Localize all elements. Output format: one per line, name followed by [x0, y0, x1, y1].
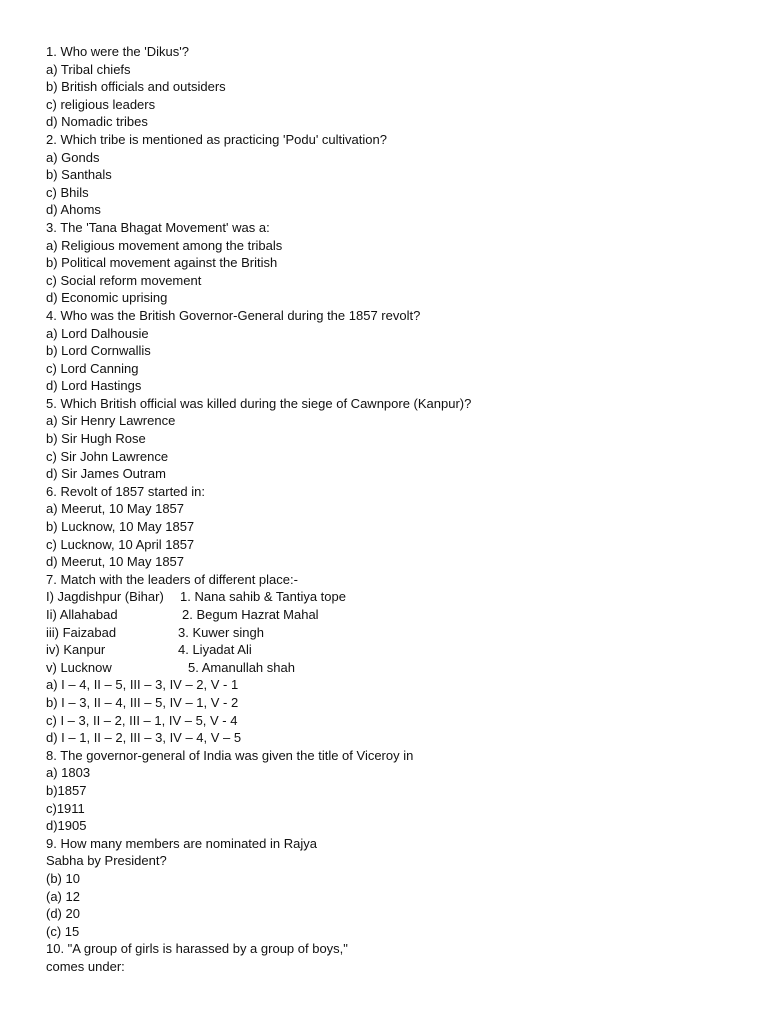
- match-left: I) Jagdishpur (Bihar): [46, 589, 164, 605]
- option-a: a) Religious movement among the tribals: [46, 237, 283, 253]
- option-a: a) Lord Dalhousie: [46, 325, 149, 341]
- question-text-continued: Sabha by President?: [46, 853, 167, 869]
- option-b: b) Political movement against the British: [46, 255, 278, 271]
- question-3: [46, 219, 746, 307]
- question-text: 5. Which British official was killed during the siege of Cawnpore (Kanpur)?: [46, 395, 472, 411]
- option-c: c) Lord Canning: [46, 360, 139, 376]
- question-text: 6. Revolt of 1857 started in:: [46, 483, 205, 499]
- option-a: a) Sir Henry Lawrence: [46, 413, 176, 429]
- match-row: [46, 624, 746, 642]
- match-right: 1. Nana sahib & Tantiya tope: [180, 589, 346, 605]
- option-c: c) I – 3, II – 2, III – 1, IV – 5, V - 4: [46, 712, 238, 728]
- question-text: 10. "A group of girls is harassed by a group of boys,": [46, 941, 348, 957]
- match-row: [46, 659, 746, 677]
- question-6: [46, 483, 746, 571]
- option-d: d) Ahoms: [46, 202, 101, 218]
- match-row: [46, 588, 746, 606]
- option-b: b) Sir Hugh Rose: [46, 431, 146, 447]
- option-c: c) Bhils: [46, 184, 89, 200]
- option-d: d) Sir James Outram: [46, 466, 166, 482]
- option-b: b) I – 3, II – 4, III – 5, IV – 1, V - 2: [46, 694, 239, 710]
- question-10: [46, 940, 746, 975]
- match-row: [46, 606, 746, 624]
- match-row: [46, 641, 746, 659]
- option-d: d) Nomadic tribes: [46, 114, 148, 130]
- question-2: [46, 131, 746, 219]
- option-d: d) Meerut, 10 May 1857: [46, 554, 185, 570]
- question-text: 3. The 'Tana Bhagat Movement' was a:: [46, 219, 270, 235]
- question-text: 7. Match with the leaders of different place:-: [46, 571, 298, 587]
- option-c: c)1911: [46, 800, 85, 816]
- option-a: a) 1803: [46, 765, 91, 781]
- option-a: a) Meerut, 10 May 1857: [46, 501, 185, 517]
- option-b: b) Santhals: [46, 167, 112, 183]
- option-b: b) British officials and outsiders: [46, 79, 226, 95]
- question-sheet: [46, 43, 746, 975]
- match-left: v) Lucknow: [46, 659, 112, 675]
- question-text: 1. Who were the 'Dikus'?: [46, 44, 189, 59]
- option-d: d) Economic uprising: [46, 290, 168, 306]
- option-b: b) Lucknow, 10 May 1857: [46, 519, 195, 535]
- question-1: [46, 43, 746, 131]
- question-5: [46, 395, 746, 483]
- option-c: c) religious leaders: [46, 96, 156, 112]
- option-b: (b) 10: [46, 870, 80, 886]
- question-8: [46, 747, 746, 835]
- question-text: 4. Who was the British Governor-General during the 1857 revolt?: [46, 307, 421, 323]
- question-4: [46, 307, 746, 395]
- match-right: 2. Begum Hazrat Mahal: [182, 607, 319, 622]
- option-b: b) Lord Cornwallis: [46, 343, 151, 359]
- option-a: (a) 12: [46, 888, 80, 904]
- option-b: b)1857: [46, 782, 87, 798]
- question-7: [46, 571, 746, 747]
- option-c: (c) 15: [46, 923, 80, 939]
- option-a: a) Tribal chiefs: [46, 61, 131, 77]
- question-text-continued: comes under:: [46, 958, 125, 974]
- option-c: c) Social reform movement: [46, 272, 202, 288]
- option-d: (d) 20: [46, 906, 80, 922]
- option-c: c) Sir John Lawrence: [46, 448, 169, 464]
- option-c: c) Lucknow, 10 April 1857: [46, 536, 195, 552]
- match-left: Ii) Allahabad: [46, 607, 118, 622]
- option-a: a) I – 4, II – 5, III – 3, IV – 2, V - 1: [46, 677, 239, 693]
- match-right: 3. Kuwer singh: [178, 624, 264, 640]
- question-text: 2. Which tribe is mentioned as practicing 'Podu' cultivation?: [46, 131, 387, 147]
- question-text: 8. The governor-general of India was given the title of Viceroy in: [46, 747, 414, 763]
- option-a: a) Gonds: [46, 149, 100, 165]
- option-d: d) Lord Hastings: [46, 378, 142, 394]
- question-text: 9. How many members are nominated in Rajya: [46, 835, 317, 851]
- option-d: d)1905: [46, 818, 87, 834]
- option-d: d) I – 1, II – 2, III – 3, IV – 4, V – 5: [46, 730, 242, 746]
- match-right: 5. Amanullah shah: [188, 659, 295, 675]
- match-right: 4. Liyadat Ali: [178, 642, 252, 658]
- match-left: iii) Faizabad: [46, 624, 117, 640]
- match-left: iv) Kanpur: [46, 642, 106, 658]
- question-9: [46, 835, 746, 941]
